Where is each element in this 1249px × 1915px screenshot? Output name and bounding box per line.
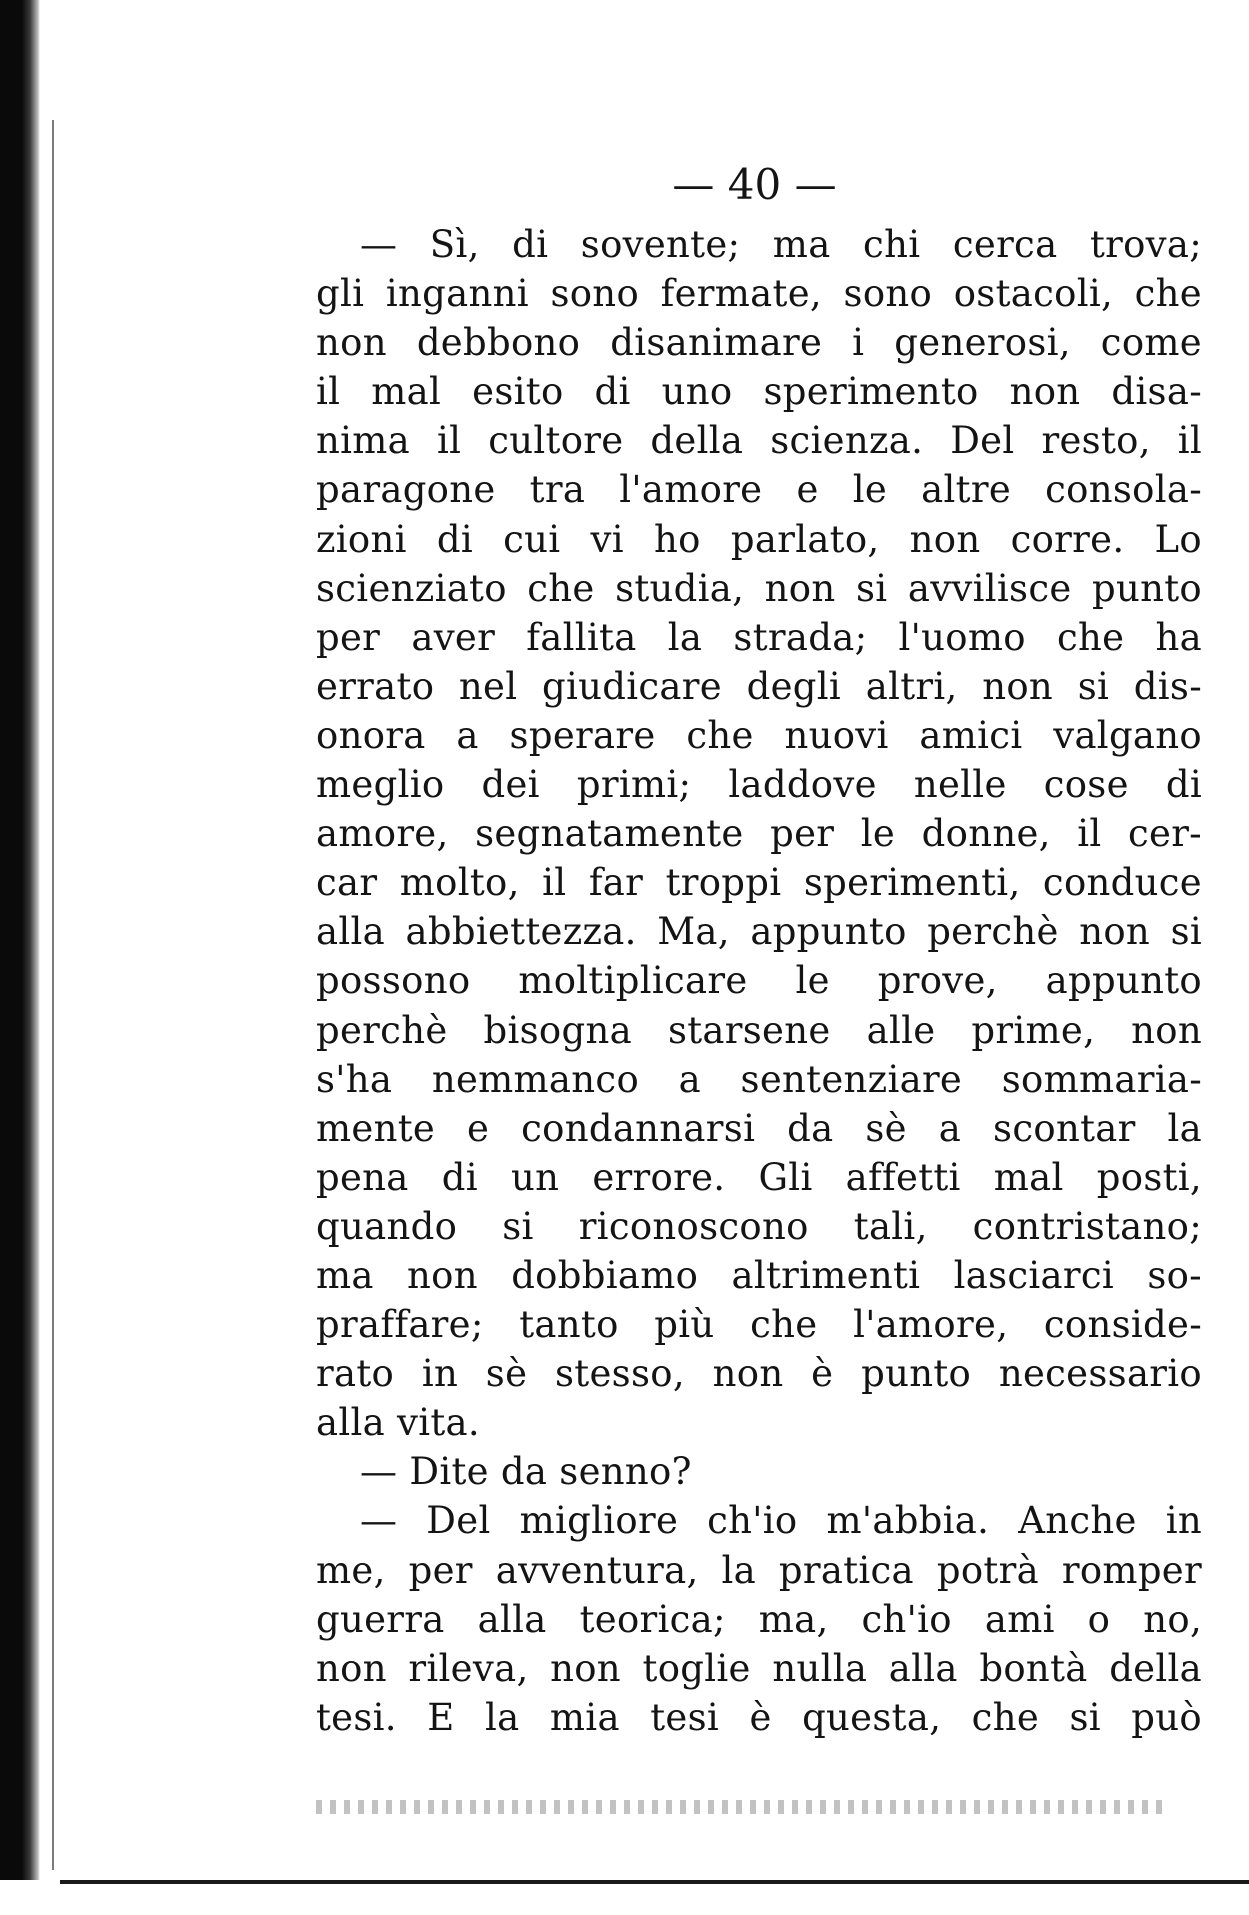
text-line: non rileva, non toglie nulla alla bontà della [316, 1646, 1202, 1690]
text-line: alla abbiettezza. Ma, appunto perchè non si [316, 910, 1202, 954]
text-line: alla vita. [316, 1401, 480, 1445]
text-line: zioni di cui vi ho parlato, non corre. Lo [316, 517, 1202, 561]
text-line: perchè bisogna starsene alle prime, non [316, 1008, 1202, 1052]
text-line: onora a sperare che nuovi amici valgano [316, 713, 1202, 757]
text-line: quando si riconoscono tali, contristano; [316, 1204, 1202, 1248]
text-line: mente e condannarsi da sè a scontar la [316, 1106, 1202, 1150]
book-binding-edge [0, 0, 40, 1880]
text-line: non debbono disanimare i generosi, come [316, 321, 1202, 365]
text-line: me, per avventura, la pratica potrà romper [316, 1548, 1202, 1592]
page-body-text [316, 220, 1202, 1742]
text-line: — Sì, di sovente; ma chi cerca trova; [360, 223, 1202, 266]
text-line: meglio dei primi; laddove nelle cose di [316, 763, 1202, 807]
text-line: il mal esito di uno sperimento non disa- [316, 370, 1202, 414]
text-line: rato in sè stesso, non è punto necessario [316, 1352, 1202, 1396]
text-line: scienziato che studia, non si avvilisce punto [316, 566, 1202, 610]
text-line: paragone tra l'amore e le altre consola- [316, 468, 1202, 512]
text-line: amore, segnatamente per le donne, il cer- [316, 812, 1202, 856]
text-line: car molto, il far troppi sperimenti, conduce [316, 861, 1202, 905]
text-line: per aver fallita la strada; l'uomo che ha [316, 615, 1202, 659]
text-line: ma non dobbiamo altrimenti lasciarci so- [316, 1253, 1202, 1297]
text-line: guerra alla teorica; ma, ch'io ami o no, [316, 1597, 1202, 1641]
text-line: praffare; tanto più che l'amore, conside- [316, 1303, 1202, 1347]
text-line: nima il cultore della scienza. Del resto, il [316, 419, 1202, 463]
binding-shadow-line [52, 120, 54, 1870]
page-number: — 40 — [672, 160, 837, 209]
text-line: possono moltiplicare le prove, appunto [316, 959, 1202, 1003]
text-line: s'ha nemmanco a sentenziare sommaria- [316, 1057, 1202, 1101]
text-line: — Del migliore ch'io m'abbia. Anche in [360, 1499, 1202, 1543]
text-line: errato nel giudicare degli altri, non si dis- [316, 664, 1202, 708]
page-bottom-edge [60, 1880, 1249, 1884]
text-line: — Dite da senno? [360, 1450, 692, 1494]
text-line: tesi. E la mia tesi è questa, che si può [316, 1695, 1202, 1739]
text-line: pena di un errore. Gli affetti mal posti, [316, 1155, 1202, 1199]
text-line: gli inganni sono fermate, sono ostacoli, che [316, 272, 1202, 316]
cut-off-text-remnant [316, 1800, 1166, 1814]
